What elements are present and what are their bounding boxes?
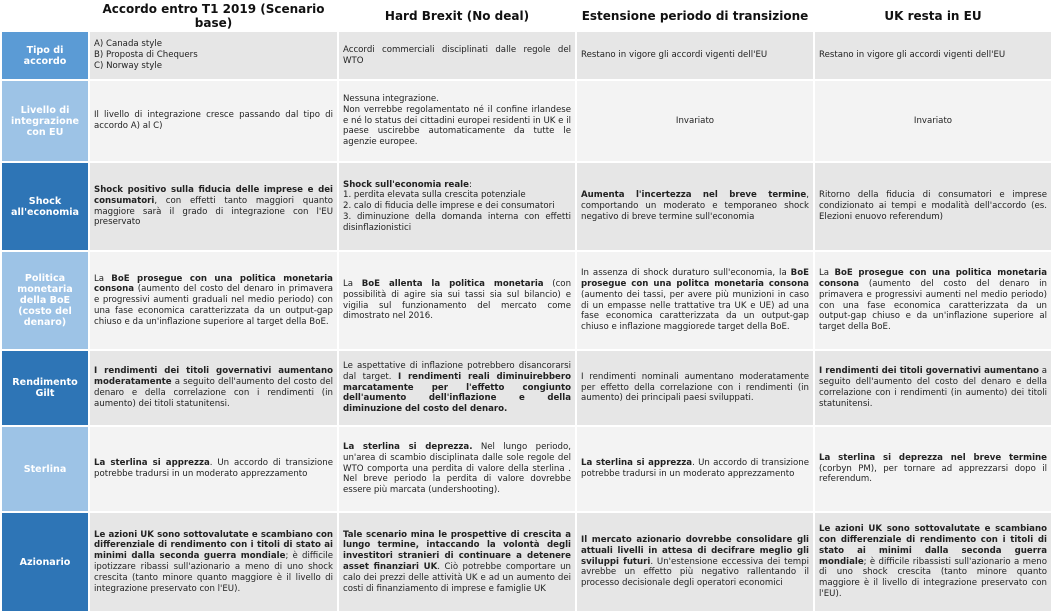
row-tipo-di-accordo xyxy=(2,32,1051,79)
cell-uk-remains xyxy=(815,427,1051,511)
text-run: La xyxy=(343,278,362,289)
cell-transition-extension xyxy=(577,81,813,161)
cell-transition-extension xyxy=(577,427,813,511)
bold-text-run: Il mercato azionario dovrebbe consolidare gli attuali livelli in attesa di decifrare meglio gli sviluppi futuri xyxy=(581,535,809,567)
bold-text-run: La sterlina si deprezza nel breve termine xyxy=(819,452,1047,463)
text-run: C) Norway style xyxy=(94,60,163,71)
cell-transition-extension xyxy=(577,252,813,349)
text-run: La xyxy=(94,273,112,284)
text-run: B) Proposta di Chequers xyxy=(94,50,198,61)
bold-text-run: La sterlina si apprezza xyxy=(581,458,693,469)
text-run: (corbyn PM), per tornare ad apprezzarsi dopo il referendum. xyxy=(819,463,1047,485)
text-run: . Un accordo di transizione potrebbe tradursi in un moderato apprezzamento xyxy=(94,458,333,479)
text-run: : xyxy=(468,179,472,190)
text-run: (aumento del costo del denaro in primavera e progressivi aumenti graduali nel medio periodo) con una fase economica caratterizzata da un output-gap chiuso e da un'inflazione superiore al target della BoE. xyxy=(94,284,333,327)
text-run: In assenza di shock duraturo sull'economia, la xyxy=(581,268,791,279)
bold-text-run: BoE allenta la politica monetaria xyxy=(361,278,544,289)
row-header: Shock all'economia xyxy=(2,163,88,250)
cell-transition-extension xyxy=(577,351,813,425)
cell-scenario-base xyxy=(90,252,337,349)
cell-uk-remains xyxy=(815,252,1051,349)
cell-hard-brexit xyxy=(339,163,575,250)
cell-scenario-base xyxy=(90,81,337,161)
bold-text-run: La sterlina si deprezza. xyxy=(343,442,473,452)
cell-hard-brexit xyxy=(339,351,575,425)
text-run: 1. perdita elevata sulla crescita potenziale xyxy=(343,190,526,201)
text-run: (aumento del costo del denaro in primavera e progressivi aumenti nel medio periodo) con una fase economica caratterizzata da un output-gap chiuso e da un'inflazione superiore al target della BoE. xyxy=(819,278,1047,333)
cell-hard-brexit xyxy=(339,427,575,511)
cell-uk-remains xyxy=(815,163,1051,250)
text-run: . Ciò potrebbe comportare un calo dei prezzi delle attività UK e ad un aumento dei costi di finanziamento di imprese e famiglie UK xyxy=(343,562,571,594)
text-run: ; è difficile ipotizzare ribassi sull'azionario a meno di uno shock crescita (tanto minore quanto maggiore è il livello di integrazione preservato con l'EU). xyxy=(94,551,333,594)
cell-scenario-base xyxy=(90,32,337,79)
bold-text-run: I rendimenti dei titoli governativi aumentano moderatamente xyxy=(94,366,333,388)
row-azionario xyxy=(2,513,1051,611)
text-run: . Un accordo di transizione potrebbe tradursi in un moderato apprezzamento xyxy=(581,458,809,479)
text-run: Invariato xyxy=(913,115,953,126)
text-run: , comportando un moderato e temporaneo shock negativo di breve termine sull'economia xyxy=(581,190,809,222)
text-run: Invariato xyxy=(675,115,715,126)
header-row xyxy=(2,2,1051,30)
text-run: Ritorno della fiducia di consumatori e imprese condizionato ai tempi e modalità dell'accordo (es. Elezioni enuovo referendum) xyxy=(819,190,1047,222)
text-run: a seguito dell'aumento del costo del denaro e della correlazione con i rendimenti (in aumento) dei titoli statunitensi. xyxy=(94,377,333,409)
cell-uk-remains xyxy=(815,351,1051,425)
row-header: Sterlina xyxy=(2,427,88,511)
cell-hard-brexit xyxy=(339,513,575,611)
table-body xyxy=(2,32,1051,611)
bold-text-run: BoE prosegue con una politca monetaria consona xyxy=(581,268,809,289)
text-run: Accordi commerciali disciplinati dalle regole del WTO xyxy=(343,44,571,66)
header-hard-brexit: Hard Brexit (No deal) xyxy=(339,2,575,30)
cell-scenario-base xyxy=(90,427,337,511)
row-sterlina xyxy=(2,427,1051,511)
cell-uk-remains xyxy=(815,81,1051,161)
bold-text-run: La sterlina si apprezza xyxy=(94,458,210,469)
row-header: Rendimento Gilt xyxy=(2,351,88,425)
cell-hard-brexit xyxy=(339,252,575,349)
row-rendimento-gilt xyxy=(2,351,1051,425)
cell-transition-extension xyxy=(577,32,813,79)
text-run: 3. diminuzione della domanda interna con effetti disinflazionistici xyxy=(343,211,571,233)
bold-text-run: BoE prosegue con una politica monetaria consona xyxy=(819,268,1047,289)
header-corner xyxy=(2,2,88,30)
bold-text-run: Shock positivo sulla fiducia delle imprese e dei consumatori xyxy=(94,184,333,206)
row-livello-integrazione xyxy=(2,81,1051,161)
cell-uk-remains xyxy=(815,513,1051,611)
cell-scenario-base xyxy=(90,163,337,250)
cell-uk-remains xyxy=(815,32,1051,79)
text-run: Non verrebbe regolamentato né il confine irlandese e né lo status dei cittadini europei residenti in UK e il paese uscirebbe automaticamente da tutte le agenzie europee. xyxy=(343,104,571,148)
bold-text-run: Le azioni UK sono sottovalutate e scambiano con differenziale di rendimento con i titoli di stato ai minimi dalla seconda guerra mondiale xyxy=(94,529,333,562)
bold-text-run: Tale scenario mina le prospettive di crescita a lungo termine, intaccando la volontà degli investitori stranieri di continuare a detenere asset finanziari UK xyxy=(343,529,571,572)
text-run: 2. calo di fiducia delle imprese e dei consumatori xyxy=(343,201,555,212)
text-run: a seguito dell'aumento del costo del denaro e della correlazione con i rendimenti (in aumento) dei titoli statunitensi. xyxy=(819,366,1047,409)
text-run: . Un'estensione eccessiva dei tempi avrebbe un effetto più negativo rallentando il processo decisionale degli operatori economici xyxy=(581,556,810,589)
text-run: , con effetti tanto maggiori quanto maggiore sarà il grado di integrazione con l'EU preservato xyxy=(94,195,333,228)
cell-hard-brexit xyxy=(339,81,575,161)
bold-text-run: BoE prosegue con una politica monetaria consona xyxy=(94,273,333,295)
row-politica-monetaria xyxy=(2,252,1051,349)
cell-transition-extension xyxy=(577,513,813,611)
text-run: (con possibilità di agire sia sui tassi sia sul bilancio) e vigilia sul funzionamento del mercato come dimostrato nel 2016. xyxy=(343,278,572,322)
text-run: Restano in vigore gli accordi vigenti dell'EU xyxy=(819,50,1006,61)
row-header: Azionario xyxy=(2,513,88,611)
header-scenario-base: Accordo entro T1 2019 (Scenario base) xyxy=(90,2,337,30)
row-header: Tipo di accordo xyxy=(2,32,88,79)
text-run: Il livello di integrazione cresce passando dal tipo di accordo A) al C) xyxy=(94,110,333,131)
bold-text-run: Le azioni UK sono sottovalutate e scambiano con differenziale di rendimento con i titoli di stato ai minimi dalla seconda guerra mondiale xyxy=(819,524,1047,567)
cell-hard-brexit xyxy=(339,32,575,79)
text-run: A) Canada style xyxy=(94,39,163,50)
text-run: Nel lungo periodo, un'area di scambio disciplinata dalle sole regole del WTO comporta una perdita di valore della sterlina . Nel breve periodo la perdita di valore dovrebbe essere più marcata (undershooting). xyxy=(343,442,571,496)
text-run: (aumento dei tassi, per avere più munizioni in caso di un empasse nelle trattative tra UK e UE) ad una fase economica caratterizzata da un output-gap chiuso e inflazione maggiorede target della BoE. xyxy=(581,289,809,333)
header-uk-remains: UK resta in EU xyxy=(815,2,1051,30)
text-run: Restano in vigore gli accordi vigenti dell'EU xyxy=(581,50,768,61)
text-run: ; è difficile ribassisti sull'azionario a meno di uno shock crescita (tanto minore quanto maggiore è il livello di integrazione preservato con l'EU). xyxy=(819,556,1047,599)
text-run: Nessuna integrazione. xyxy=(343,94,439,104)
row-header: Politica monetaria della BoE (costo del denaro) xyxy=(2,252,88,349)
bold-text-run: I rendimenti dei titoli governativi aumentano xyxy=(819,366,1039,377)
bold-text-run: Shock sull'economia reale xyxy=(343,179,469,190)
bold-text-run: Aumenta l'incertezza nel breve termine xyxy=(581,190,807,201)
text-run: La xyxy=(819,268,835,279)
cell-transition-extension xyxy=(577,163,813,250)
text-run: Le aspettative di inflazione potrebbero disancorarsi dal target. xyxy=(343,361,571,382)
header-transition-extension: Estensione periodo di transizione xyxy=(577,2,813,30)
row-shock-economia xyxy=(2,163,1051,250)
text-run: I rendimenti nominali aumentano moderatamente per effetto della correlazione con i rendimenti (in aumento) dei principali paesi sviluppati. xyxy=(581,371,809,404)
bold-text-run: I rendimenti reali diminuirebbero marcatamente per l'effetto congiunto dell'aumento dell'inflazione e della diminuzione del costo del denaro. xyxy=(343,371,571,415)
cell-scenario-base xyxy=(90,513,337,611)
row-header: Livello di integrazione con EU xyxy=(2,81,88,161)
cell-scenario-base xyxy=(90,351,337,425)
